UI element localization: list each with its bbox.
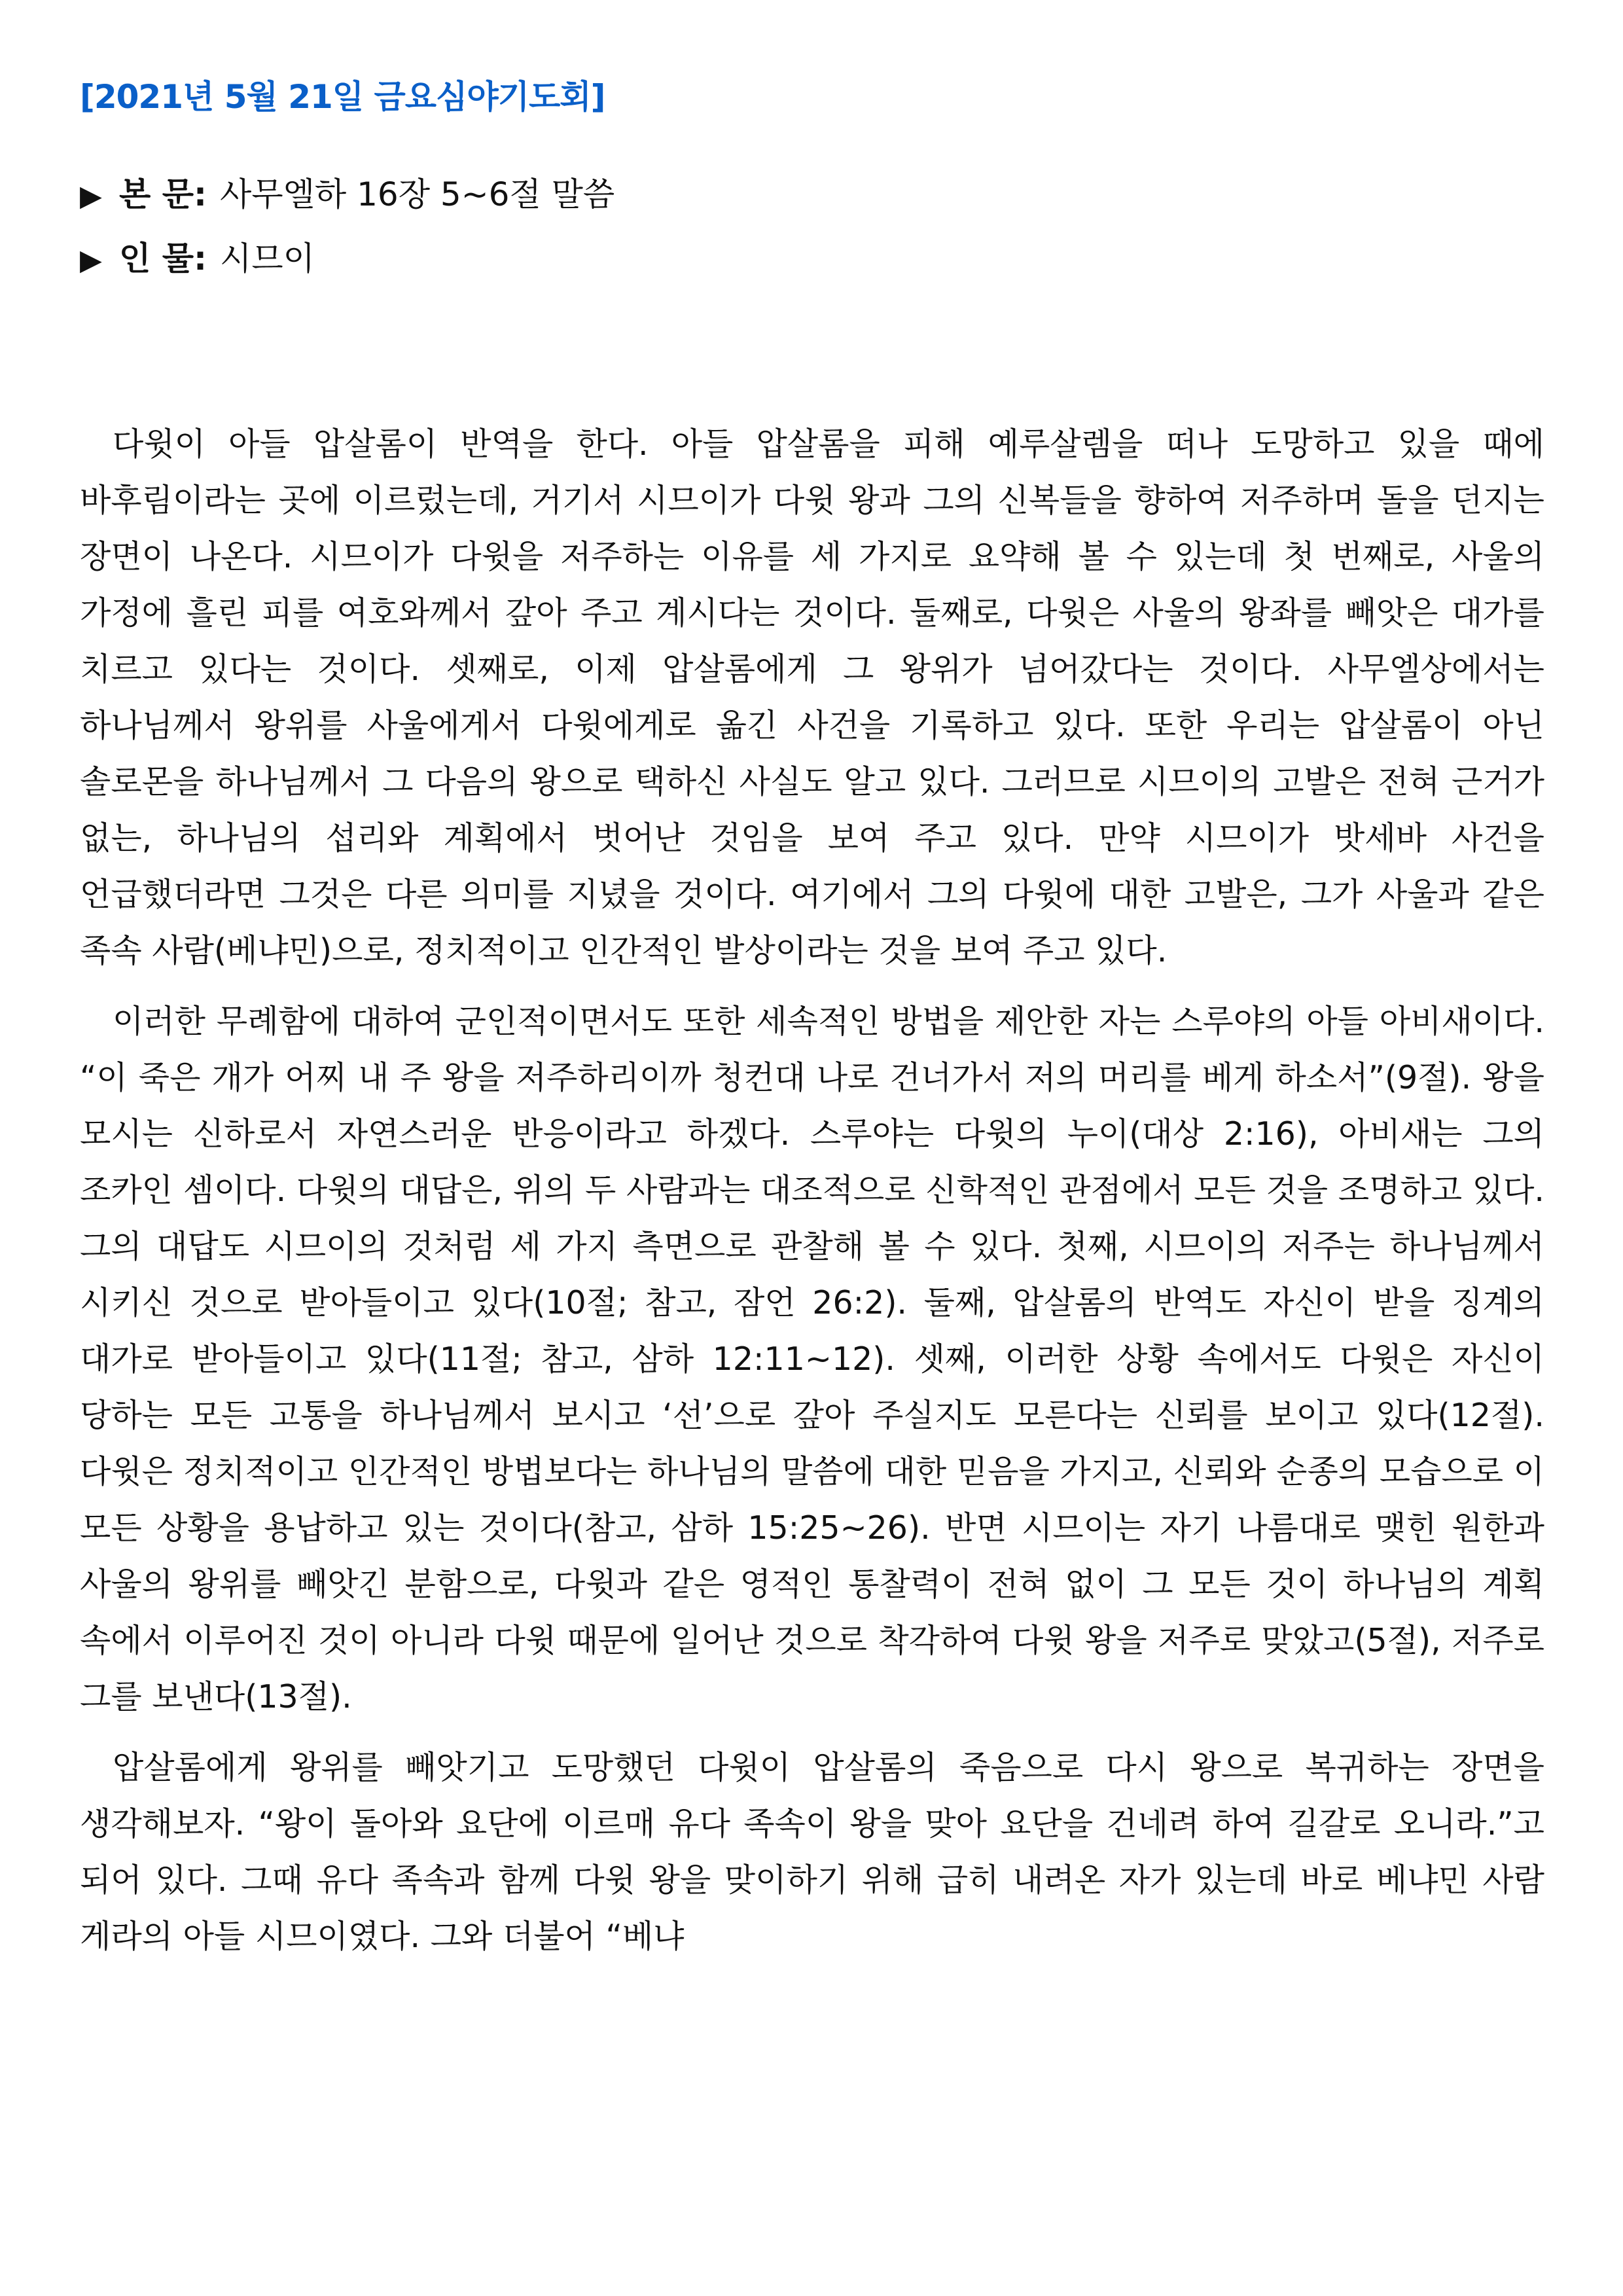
scripture-label: 본 문: <box>119 175 207 213</box>
document-title: [2021년 5월 21일 금요심야기도회] <box>80 78 605 116</box>
triangle-bullet-icon: ▶ <box>80 179 102 213</box>
scripture-value: 사무엘하 16장 5~6절 말씀 <box>220 175 615 213</box>
character-value: 시므이 <box>220 240 315 278</box>
body-paragraph: 압살롬에게 왕위를 빼앗기고 도망했던 다윗이 압살롬의 죽음으로 다시 왕으로 복귀하는 장면을 생각해보자. “왕이 돌아와 요단에 이르매 유다 족속이 왕을 맞아 요단을 건네려 하여 길갈로 오니라.”고 되어 있다. 그때 유다 족속과 함께 다윗 왕을 맞이하기 위해 급히 내려온 자가 있는데 바로 베냐민 사람 게라의 아들 시므이였다. 그와 더불어 “베냐 <box>80 1749 1544 1955</box>
body-paragraph: 다윗이 아들 압살롬이 반역을 한다. 아들 압살롬을 피해 예루살렘을 떠나 도망하고 있을 때에 바후림이라는 곳에 이르렀는데, 거기서 시므이가 다윗 왕과 그의 신복들을 향하여 저주하며 돌을 던지는 장면이 나온다. 시므이가 다윗을 저주하는 이유를 세 가지로 요약해 볼 수 있는데 첫 번째로, 사울의 가정에 흘린 피를 여호와께서 갚아 주고 계시다는 것이다. 둘째로, 다윗은 사울의 왕좌를 빼앗은 대가를 치르고 있다는 것이다. 셋째로, 이제 압살롬에게 그 왕위가 넘어갔다는 것이다. 사무엘상에서는 하나님께서 왕위를 사울에게서 다윗에게로 옮긴 사건을 기록하고 있다. 또한 우리는 압살롬이 아닌 솔로몬을 하나님께서 그 다음의 왕으로 택하신 사실도 알고 있다. 그러므로 시므이의 고발은 전혀 근거가 없는, 하나님의 섭리와 계획에서 벗어난 것임을 보여 주고 있다. 만약 시므이가 밧세바 사건을 언급했더라면 그것은 다른 의미를 지녔을 것이다. 여기에서 그의 다윗에 대한 고발은, 그가 사울과 같은 족속 사람(베냐민)으로, 정치적이고 인간적인 발상이라는 것을 보여 주고 있다. <box>80 425 1544 969</box>
triangle-bullet-icon: ▶ <box>80 243 102 277</box>
body-paragraph: 이러한 무례함에 대하여 군인적이면서도 또한 세속적인 방법을 제안한 자는 스루야의 아들 아비새이다. “이 죽은 개가 어찌 내 주 왕을 저주하리이까 청컨대 나로 건너가서 저의 머리를 베게 하소서”(9절). 왕을 모시는 신하로서 자연스러운 반응이라고 하겠다. 스루야는 다윗의 누이(대상 2:16), 아비새는 그의 조카인 셈이다. 다윗의 대답은, 위의 두 사람과는 대조적으로 신학적인 관점에서 모든 것을 조명하고 있다. 그의 대답도 시므이의 것처럼 세 가지 측면으로 관찰해 볼 수 있다. 첫째, 시므이의 저주는 하나님께서 시키신 것으로 받아들이고 있다(10절; 참고, 잠언 26:2). 둘째, 압살롬의 반역도 자신이 받을 징계의 대가로 받아들이고 있다(11절; 참고, 삼하 12:11~12). 셋째, 이러한 상황 속에서도 다윗은 자신이 당하는 모든 고통을 하나님께서 보시고 ‘선’으로 갚아 주실지도 모른다는 신뢰를 보이고 있다(12절). 다윗은 정치적이고 인간적인 방법보다는 하나님의 말씀에 대한 믿음을 가지고, 신뢰와 순종의 모습으로 이 모든 상황을 용납하고 있는 것이다(참고, 삼하 15:25~26). 반면 시므이는 자기 나름대로 맺힌 원한과 사울의 왕위를 빼앗긴 분함으로, 다윗과 같은 영적인 통찰력이 전혀 없이 그 모든 것이 하나님의 계획 속에서 이루어진 것이 아니라 다윗 때문에 일어난 것으로 착각하여 다윗 왕을 저주로 맞았고(5절), 저주로 그를 보낸다(13절). <box>80 1003 1544 1715</box>
character-line <box>80 236 1546 283</box>
character-label: 인 물: <box>119 240 207 278</box>
scripture-reference-line <box>80 171 1546 219</box>
sermon-body <box>80 416 1544 1979</box>
